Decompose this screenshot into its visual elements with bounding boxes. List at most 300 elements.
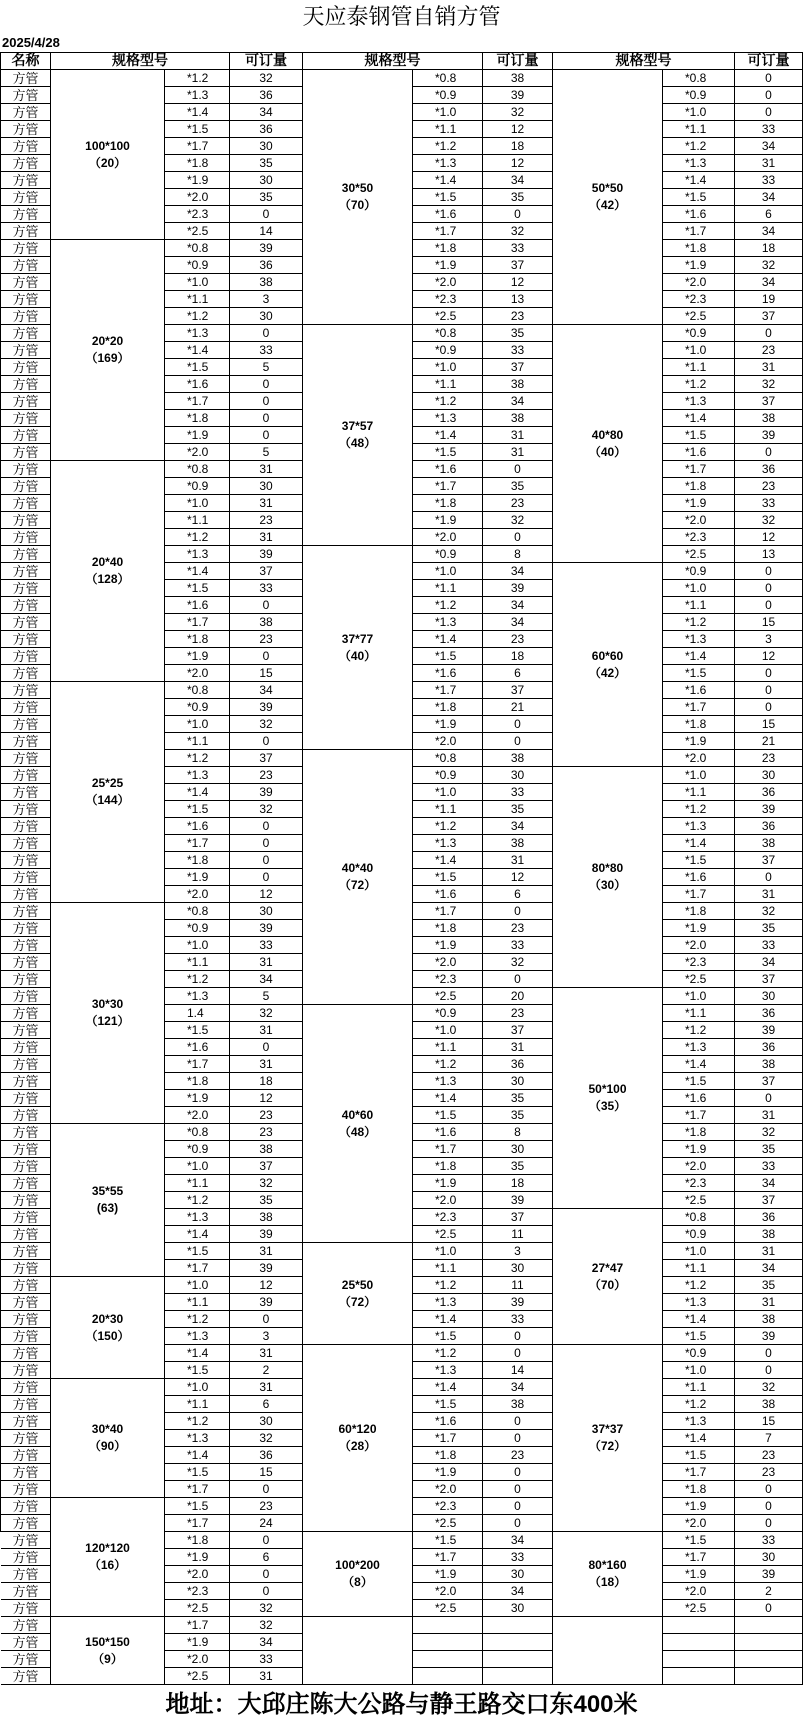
thickness-cell: *1.2 <box>413 818 483 835</box>
qty-cell: 34 <box>483 818 553 835</box>
qty-cell: 0 <box>230 206 303 223</box>
qty-cell: 23 <box>230 1107 303 1124</box>
thickness-cell: *1.2 <box>413 1345 483 1362</box>
qty-cell: 35 <box>230 189 303 206</box>
spec-size: 25*50 <box>341 1277 374 1292</box>
qty-cell: 32 <box>230 716 303 733</box>
thickness-cell: *1.6 <box>165 1039 230 1056</box>
thickness-cell: *1.6 <box>663 206 735 223</box>
qty-cell: 32 <box>735 512 803 529</box>
qty-cell: 32 <box>230 1617 303 1634</box>
thickness-cell: *2.0 <box>663 937 735 954</box>
qty-cell: 33 <box>483 342 553 359</box>
thickness-cell: *1.5 <box>165 1362 230 1379</box>
thickness-cell: *2.3 <box>413 1498 483 1515</box>
row-label: 方管 <box>1 1209 51 1226</box>
row-label: 方管 <box>1 240 51 257</box>
thickness-cell: *1.7 <box>413 1549 483 1566</box>
spec-size: 27*47 <box>591 1260 624 1275</box>
qty-cell: 21 <box>483 699 553 716</box>
spec-group-cell <box>553 1617 663 1685</box>
thickness-cell: *2.5 <box>165 223 230 240</box>
qty-cell: 18 <box>230 1073 303 1090</box>
row-label: 方管 <box>1 104 51 121</box>
row-label: 方管 <box>1 1464 51 1481</box>
row-label: 方管 <box>1 461 51 478</box>
thickness-cell: *1.4 <box>663 1430 735 1447</box>
thickness-cell: *2.3 <box>413 291 483 308</box>
qty-cell: 6 <box>230 1396 303 1413</box>
qty-cell: 35 <box>735 1141 803 1158</box>
qty-cell: 34 <box>483 393 553 410</box>
header-qty: 可订量 <box>230 52 303 70</box>
thickness-cell: *1.2 <box>413 1056 483 1073</box>
qty-cell: 32 <box>230 70 303 87</box>
thickness-cell: *0.8 <box>165 240 230 257</box>
qty-cell: 18 <box>735 240 803 257</box>
spec-count: （150） <box>85 1328 130 1343</box>
thickness-cell: *1.1 <box>663 359 735 376</box>
thickness-cell <box>663 1668 735 1685</box>
spec-group-cell <box>303 1243 413 1345</box>
thickness-cell: *1.0 <box>413 784 483 801</box>
qty-cell: 35 <box>483 189 553 206</box>
qty-cell: 33 <box>483 1311 553 1328</box>
row-label: 方管 <box>1 665 51 682</box>
thickness-cell: *1.6 <box>413 206 483 223</box>
qty-cell: 37 <box>735 971 803 988</box>
row-label: 方管 <box>1 716 51 733</box>
qty-cell: 38 <box>735 1396 803 1413</box>
qty-cell: 23 <box>230 1498 303 1515</box>
qty-cell: 33 <box>735 937 803 954</box>
row-label: 方管 <box>1 1481 51 1498</box>
qty-cell: 32 <box>230 801 303 818</box>
row-label: 方管 <box>1 1056 51 1073</box>
qty-cell: 39 <box>483 87 553 104</box>
qty-cell: 3 <box>230 291 303 308</box>
qty-cell: 30 <box>735 1549 803 1566</box>
spec-group-cell <box>51 240 165 461</box>
qty-cell: 39 <box>230 1260 303 1277</box>
qty-cell: 31 <box>230 1668 303 1685</box>
row-label: 方管 <box>1 70 51 87</box>
row-label: 方管 <box>1 529 51 546</box>
qty-cell: 5 <box>230 359 303 376</box>
thickness-cell: *1.6 <box>413 886 483 903</box>
address-unit: 米 <box>613 1690 638 1718</box>
thickness-cell: *1.6 <box>413 665 483 682</box>
spec-count: （40） <box>588 444 627 459</box>
qty-cell: 0 <box>735 1498 803 1515</box>
thickness-cell: *1.7 <box>165 1481 230 1498</box>
thickness-cell: *1.2 <box>663 1396 735 1413</box>
thickness-cell <box>413 1651 483 1668</box>
qty-cell: 35 <box>230 155 303 172</box>
qty-cell: 31 <box>230 1022 303 1039</box>
address-value: 大邱庄陈大公路与静王路交口东 <box>237 1690 574 1718</box>
thickness-cell: *1.3 <box>165 1430 230 1447</box>
spec-group-cell <box>303 325 413 546</box>
row-label: 方管 <box>1 478 51 495</box>
spec-count: （30） <box>588 878 627 892</box>
thickness-cell: *2.3 <box>413 971 483 988</box>
thickness-cell: *1.4 <box>663 1311 735 1328</box>
qty-cell: 18 <box>483 1175 553 1192</box>
thickness-cell: *1.5 <box>413 1396 483 1413</box>
row-label: 方管 <box>1 1413 51 1430</box>
qty-cell: 31 <box>230 529 303 546</box>
spec-group-cell <box>553 325 663 563</box>
thickness-cell: *1.5 <box>663 427 735 444</box>
spec-count: （70） <box>338 198 377 212</box>
qty-cell: 12 <box>483 155 553 172</box>
row-label: 方管 <box>1 223 51 240</box>
row-label: 方管 <box>1 1107 51 1124</box>
qty-cell: 0 <box>483 1464 553 1481</box>
row-label: 方管 <box>1 1022 51 1039</box>
spec-size: 50*100 <box>588 1082 627 1096</box>
qty-cell: 31 <box>230 495 303 512</box>
thickness-cell: *1.3 <box>413 614 483 631</box>
thickness-cell: *1.5 <box>663 189 735 206</box>
thickness-cell: *1.2 <box>165 750 230 767</box>
qty-cell: 15 <box>230 665 303 682</box>
qty-cell: 39 <box>230 1226 303 1243</box>
thickness-cell: *1.7 <box>413 682 483 699</box>
qty-cell: 31 <box>230 954 303 971</box>
qty-cell: 31 <box>735 359 803 376</box>
qty-cell: 0 <box>735 104 803 121</box>
thickness-cell: *0.9 <box>413 767 483 784</box>
qty-cell: 30 <box>483 767 553 784</box>
thickness-cell: *1.2 <box>663 138 735 155</box>
qty-cell <box>483 1651 553 1668</box>
thickness-cell: *1.3 <box>663 393 735 410</box>
thickness-cell: *1.8 <box>663 240 735 257</box>
thickness-cell: *1.1 <box>165 733 230 750</box>
thickness-cell: *1.2 <box>663 1277 735 1294</box>
qty-cell: 36 <box>735 818 803 835</box>
row-label: 方管 <box>1 1311 51 1328</box>
qty-cell <box>735 1651 803 1668</box>
spec-count: （42） <box>588 198 627 212</box>
thickness-cell: *1.8 <box>663 716 735 733</box>
thickness-cell: *1.8 <box>165 410 230 427</box>
thickness-cell: *2.5 <box>165 1600 230 1617</box>
qty-cell: 31 <box>230 1243 303 1260</box>
thickness-cell: *1.0 <box>663 342 735 359</box>
thickness-cell: *1.7 <box>413 903 483 920</box>
qty-cell: 36 <box>230 87 303 104</box>
thickness-cell: *1.8 <box>413 1447 483 1464</box>
thickness-cell: *2.5 <box>663 546 735 563</box>
thickness-cell: *1.0 <box>663 104 735 121</box>
qty-cell: 11 <box>483 1277 553 1294</box>
thickness-cell: *2.5 <box>165 1668 230 1685</box>
thickness-cell: *1.6 <box>165 597 230 614</box>
qty-cell: 0 <box>735 1481 803 1498</box>
qty-cell: 0 <box>483 1345 553 1362</box>
thickness-cell: *2.0 <box>663 1515 735 1532</box>
qty-cell: 0 <box>483 1430 553 1447</box>
thickness-cell: *1.8 <box>663 478 735 495</box>
thickness-cell: *0.9 <box>663 1226 735 1243</box>
thickness-cell: *2.5 <box>663 1600 735 1617</box>
spec-group-cell <box>553 70 663 325</box>
qty-cell: 23 <box>735 1447 803 1464</box>
thickness-cell: *1.6 <box>165 818 230 835</box>
thickness-cell: *1.8 <box>663 1481 735 1498</box>
spec-size: 30*30 <box>91 997 124 1011</box>
qty-cell: 30 <box>230 478 303 495</box>
spec-size: 20*30 <box>91 1311 124 1326</box>
thickness-cell: *1.9 <box>663 257 735 274</box>
qty-cell: 33 <box>735 1532 803 1549</box>
thickness-cell: *1.3 <box>165 1209 230 1226</box>
row-label: 方管 <box>1 342 51 359</box>
thickness-cell: *0.8 <box>165 461 230 478</box>
qty-cell: 39 <box>230 699 303 716</box>
qty-cell: 6 <box>483 665 553 682</box>
qty-cell: 23 <box>735 750 803 767</box>
row-label: 方管 <box>1 274 51 291</box>
thickness-cell: *1.1 <box>663 1379 735 1396</box>
thickness-cell: *2.0 <box>165 444 230 461</box>
spec-count: (63) <box>96 1201 119 1215</box>
thickness-cell: *1.4 <box>663 172 735 189</box>
qty-cell: 34 <box>230 1634 303 1651</box>
thickness-cell: *0.9 <box>165 920 230 937</box>
thickness-cell: *1.9 <box>413 716 483 733</box>
qty-cell: 31 <box>230 1056 303 1073</box>
row-label: 方管 <box>1 1328 51 1345</box>
qty-cell: 31 <box>230 1345 303 1362</box>
qty-cell: 32 <box>230 1600 303 1617</box>
qty-cell: 30 <box>230 903 303 920</box>
spec-group-cell <box>303 1005 413 1243</box>
thickness-cell: *1.5 <box>165 580 230 597</box>
thickness-cell: *0.9 <box>165 257 230 274</box>
thickness-cell: *0.8 <box>663 70 735 87</box>
thickness-cell <box>663 1651 735 1668</box>
qty-cell: 30 <box>735 767 803 784</box>
thickness-cell: *1.9 <box>663 733 735 750</box>
thickness-cell: *1.7 <box>663 223 735 240</box>
qty-cell: 31 <box>735 155 803 172</box>
qty-cell: 5 <box>230 444 303 461</box>
qty-cell: 36 <box>735 1005 803 1022</box>
row-label: 方管 <box>1 1651 51 1668</box>
row-label: 方管 <box>1 1175 51 1192</box>
thickness-cell: *2.0 <box>663 512 735 529</box>
qty-cell: 18 <box>483 648 553 665</box>
thickness-cell: *2.0 <box>165 1651 230 1668</box>
qty-cell: 34 <box>735 1175 803 1192</box>
thickness-cell: *2.0 <box>165 1566 230 1583</box>
row-label: 方管 <box>1 1396 51 1413</box>
qty-cell: 34 <box>483 597 553 614</box>
qty-cell: 32 <box>230 1005 303 1022</box>
thickness-cell: *1.6 <box>663 682 735 699</box>
spec-count: （128） <box>85 572 130 586</box>
qty-cell: 34 <box>735 223 803 240</box>
qty-cell: 0 <box>735 1600 803 1617</box>
thickness-cell: *1.3 <box>663 155 735 172</box>
qty-cell: 0 <box>483 529 553 546</box>
qty-cell: 0 <box>483 206 553 223</box>
thickness-cell: *1.5 <box>413 189 483 206</box>
header-qty: 可订量 <box>483 52 553 70</box>
row-label: 方管 <box>1 138 51 155</box>
qty-cell: 0 <box>735 1345 803 1362</box>
thickness-cell: *2.0 <box>165 189 230 206</box>
row-label: 方管 <box>1 920 51 937</box>
thickness-cell: *1.9 <box>165 172 230 189</box>
spec-count: （40） <box>338 648 377 663</box>
thickness-cell: *1.4 <box>663 410 735 427</box>
qty-cell: 0 <box>230 410 303 427</box>
qty-cell: 0 <box>483 733 553 750</box>
qty-cell: 38 <box>735 835 803 852</box>
spec-size: 120*120 <box>85 1541 130 1555</box>
qty-cell: 14 <box>230 223 303 240</box>
thickness-cell <box>413 1634 483 1651</box>
qty-cell: 35 <box>735 1277 803 1294</box>
thickness-cell: *1.2 <box>663 614 735 631</box>
spec-group-cell <box>51 1498 165 1617</box>
qty-cell: 34 <box>735 274 803 291</box>
thickness-cell: *1.4 <box>165 104 230 121</box>
qty-cell: 31 <box>735 886 803 903</box>
qty-cell: 15 <box>230 1464 303 1481</box>
thickness-cell: *0.9 <box>413 342 483 359</box>
row-label: 方管 <box>1 767 51 784</box>
spec-size: 40*60 <box>341 1107 374 1122</box>
thickness-cell: *1.3 <box>165 988 230 1005</box>
qty-cell: 23 <box>483 1005 553 1022</box>
thickness-cell: *1.0 <box>165 937 230 954</box>
thickness-cell: *1.5 <box>165 1022 230 1039</box>
thickness-cell: *1.5 <box>165 801 230 818</box>
row-label: 方管 <box>1 1124 51 1141</box>
qty-cell: 36 <box>735 1209 803 1226</box>
thickness-cell: *1.8 <box>413 1158 483 1175</box>
thickness-cell: *1.5 <box>413 1107 483 1124</box>
spec-group-cell <box>51 682 165 903</box>
qty-cell: 33 <box>735 172 803 189</box>
thickness-cell: *1.1 <box>663 121 735 138</box>
qty-cell: 34 <box>735 954 803 971</box>
qty-cell: 12 <box>483 869 553 886</box>
qty-cell: 37 <box>230 750 303 767</box>
row-label: 方管 <box>1 1447 51 1464</box>
qty-cell: 2 <box>735 1583 803 1600</box>
qty-cell: 0 <box>230 1311 303 1328</box>
row-label: 方管 <box>1 580 51 597</box>
row-label: 方管 <box>1 257 51 274</box>
thickness-cell: *1.3 <box>165 767 230 784</box>
thickness-cell: *1.2 <box>165 1192 230 1209</box>
thickness-cell: *1.0 <box>663 580 735 597</box>
thickness-cell: *1.4 <box>663 835 735 852</box>
thickness-cell: *1.7 <box>165 138 230 155</box>
thickness-cell: *1.7 <box>165 1617 230 1634</box>
qty-cell: 23 <box>735 478 803 495</box>
spec-count: （42） <box>588 665 627 680</box>
qty-cell: 38 <box>483 1396 553 1413</box>
thickness-cell: *1.3 <box>413 155 483 172</box>
thickness-cell: *1.7 <box>663 461 735 478</box>
qty-cell: 0 <box>735 1090 803 1107</box>
qty-cell: 0 <box>230 852 303 869</box>
spec-count: （8） <box>342 1575 373 1589</box>
spec-count: （35） <box>588 1099 627 1113</box>
qty-cell: 23 <box>483 495 553 512</box>
qty-cell <box>735 1617 803 1634</box>
spec-group-cell <box>553 1345 663 1532</box>
qty-cell: 6 <box>483 886 553 903</box>
qty-cell: 36 <box>230 257 303 274</box>
qty-cell: 0 <box>483 1413 553 1430</box>
thickness-cell: *1.8 <box>413 699 483 716</box>
spec-group-cell <box>51 1277 165 1379</box>
row-label: 方管 <box>1 359 51 376</box>
thickness-cell: *2.5 <box>663 1192 735 1209</box>
qty-cell: 23 <box>483 920 553 937</box>
thickness-cell: *1.3 <box>165 546 230 563</box>
qty-cell: 32 <box>483 954 553 971</box>
thickness-cell: *0.9 <box>663 563 735 580</box>
thickness-cell: *1.3 <box>663 1294 735 1311</box>
qty-cell: 38 <box>483 410 553 427</box>
thickness-cell: *1.0 <box>413 1022 483 1039</box>
qty-cell: 37 <box>735 852 803 869</box>
thickness-cell: *1.8 <box>413 920 483 937</box>
qty-cell: 39 <box>483 580 553 597</box>
row-label: 方管 <box>1 1583 51 1600</box>
row-label: 方管 <box>1 818 51 835</box>
thickness-cell: *1.1 <box>165 1396 230 1413</box>
thickness-cell: *1.1 <box>165 1294 230 1311</box>
thickness-cell: *1.1 <box>663 1005 735 1022</box>
row-label: 方管 <box>1 1158 51 1175</box>
spec-size: 30*50 <box>341 181 374 195</box>
qty-cell: 37 <box>483 257 553 274</box>
thickness-cell: *0.8 <box>165 903 230 920</box>
spec-size: 50*50 <box>591 181 624 195</box>
qty-cell: 34 <box>735 189 803 206</box>
thickness-cell: *1.0 <box>663 988 735 1005</box>
thickness-cell: *1.7 <box>165 1056 230 1073</box>
thickness-cell <box>663 1634 735 1651</box>
thickness-cell: *1.3 <box>413 1073 483 1090</box>
qty-cell: 12 <box>735 648 803 665</box>
qty-cell: 0 <box>735 699 803 716</box>
spec-count: （169） <box>85 351 130 365</box>
qty-cell <box>735 1634 803 1651</box>
thickness-cell: *1.5 <box>413 1328 483 1345</box>
thickness-cell: *1.7 <box>165 835 230 852</box>
spec-size: 37*37 <box>591 1422 624 1436</box>
qty-cell: 37 <box>735 1192 803 1209</box>
qty-cell: 39 <box>230 240 303 257</box>
qty-cell <box>735 1668 803 1685</box>
spec-size: 100*200 <box>335 1558 380 1572</box>
qty-cell: 33 <box>230 1651 303 1668</box>
thickness-cell: *1.4 <box>165 563 230 580</box>
thickness-cell: *1.5 <box>413 869 483 886</box>
